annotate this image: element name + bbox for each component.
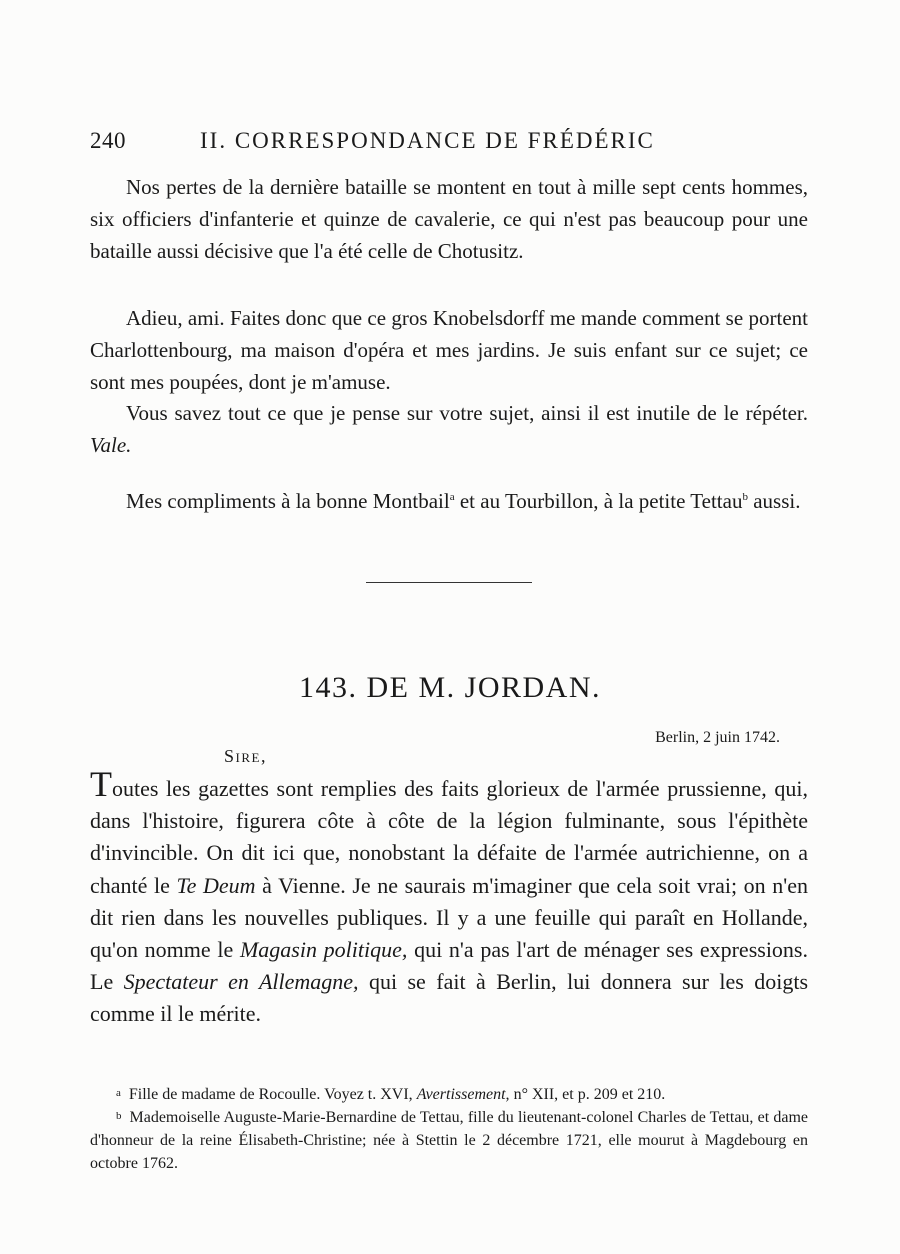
vale-text: Vous savez tout ce que je pense sur votre sujet, ainsi il est inutile de le répéter. [126,401,808,425]
paragraph-losses: Nos pertes de la dernière bataille se montent en tout à mille sept cents hommes, six officiers d'infanterie et quinze de cavalerie, ce qui n'est pas beaucoup pour une bataille aussi décisive que l'a été celle de Chotusitz. [90,175,808,263]
body-part-1: outes les gazettes sont remplies des faits glorieux de l'armée prussienne, qui, dans l'histoire, figurera côte à côte de la légion fulminante, sous l'épithète d'invincible. On dit ici que, nonobstant la défaite de l'armée autrichienne, on a chanté le [90,776,808,898]
footnote-ref-a[interactable]: a [449,491,455,503]
te-deum-italic: Te Deum [176,872,256,898]
body-part-3: qui n'a pas l'art de ménager ses expressions. Le [90,937,808,995]
letter-dateline: Berlin, 2 juin 1742. [655,729,780,746]
footnote-a-text-1: Fille de madame de Rocoulle. Voyez t. XVI, [128,1086,417,1103]
footnote-b-mark: b [116,1110,122,1122]
section-divider [366,582,532,583]
compliments-text-2: et au Tourbillon, à la petite Tettau [454,489,743,513]
running-title: II. CORRESPONDANCE DE FRÉDÉRIC [200,128,655,153]
compliments-text-3: aussi. [747,489,801,513]
footnote-ref-b[interactable]: b [742,491,748,503]
footnote-a-text-2: n° XII, et p. 209 et 210. [509,1086,666,1103]
footnote-a-mark: a [116,1087,121,1099]
drop-cap: T [90,764,112,804]
compliments-text-1: Mes compliments à la bonne Montbail [126,489,450,513]
vale-word: Vale. [90,433,132,457]
paragraph-compliments [90,481,808,517]
footnote-b [90,1105,808,1175]
letter-title: 143. DE M. JORDAN. [298,671,601,704]
running-header [90,128,810,154]
body-part-4: qui se fait à Berlin, lui donnera sur les doigts comme il le mérite. [90,969,809,1027]
footnote-b-text: Mademoiselle Auguste-Marie-Bernardine de Tettau, fille du lieutenant-colonel Charles de Tettau, et dame d'honneur de la reine Élisabeth-Christine; née à Stettin le 2 décembre 1721, elle mourut à Magdebourg en octobre 1762. [90,1109,808,1172]
footnote-a [90,1082,808,1106]
paragraph-vale [90,397,808,461]
page-number: 240 [90,128,126,153]
footnote-a-italic: Avertissement, [416,1086,510,1103]
letter-body [90,764,809,1031]
body-part-2: à Vienne. Je ne saurais m'imaginer que cela soit vrai; on n'en dit rien dans les nouvelles publiques. Il y a une feuille qui paraît en Hollande, qu'on nomme le [90,872,808,963]
letter-salutation: Sire, [224,746,267,766]
magasin-italic: Magasin politique, [239,937,408,963]
paragraph-adieu: Adieu, ami. Faites donc que ce gros Knobelsdorff me mande comment se portent Charlottenbourg, ma maison d'opéra et mes jardins. Je suis enfant sur ce sujet; ce sont mes poupées, dont je m'amuse. [90,306,808,394]
spectateur-italic: Spectateur en Allemagne, [123,969,359,995]
